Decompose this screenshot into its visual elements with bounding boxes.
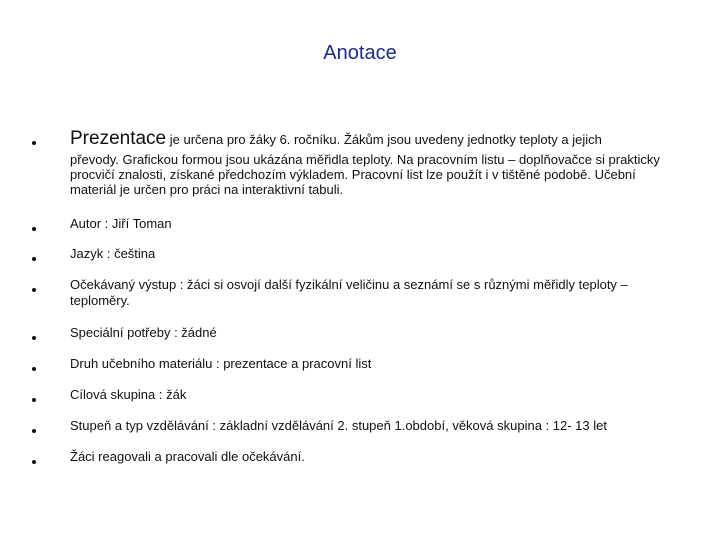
list-item-text: Očekávaný výstup : žáci si osvojí další fyzikální veličinu a seznámí se s různými měřidly teploty – teploměry.: [70, 277, 628, 308]
list-item-text: Speciální potřeby : žádné: [70, 325, 217, 340]
list-item-text: Druh učebního materiálu : prezentace a pracovní list: [70, 356, 372, 371]
intro-line1: je určena pro žáky 6. ročníku. Žákům jsou uvedeny jednotky teploty a jejich: [166, 132, 602, 147]
bullet-icon: [32, 367, 36, 371]
list-item-text: Jazyk : čeština: [70, 246, 156, 261]
list-item-text: Cílová skupina : žák: [70, 387, 187, 402]
bullet-icon: [32, 429, 36, 433]
intro-lead-word: Prezentace: [70, 128, 167, 149]
list-item-text: Autor : Jiří Toman: [70, 216, 172, 231]
slide-title: Anotace: [323, 42, 397, 64]
bullet-icon: [32, 227, 36, 231]
intro-rest: převody. Grafickou formou jsou ukázána měřidla teploty. Na pracovním listu – doplňovačce si prakticky procvičí znalosti, získané předchozím výkladem. Pracovní list lze použít i v tištěné podobě. Učební materiál je určen pro práci na interaktivní tabuli.: [70, 152, 660, 197]
bullet-icon: [32, 460, 36, 464]
bullet-icon: [32, 257, 36, 261]
bullet-icon: [32, 336, 36, 340]
bullet-icon: [32, 288, 36, 292]
list-item-text: Žáci reagovali a pracovali dle očekávání.: [70, 449, 305, 464]
bullet-icon: [32, 141, 36, 145]
bullet-icon: [32, 398, 36, 402]
intro-text: [70, 130, 670, 197]
list-item-text: Stupeň a typ vzdělávání : základní vzdělávání 2. stupeň 1.období, věková skupina : 12- 13 let: [70, 418, 607, 433]
